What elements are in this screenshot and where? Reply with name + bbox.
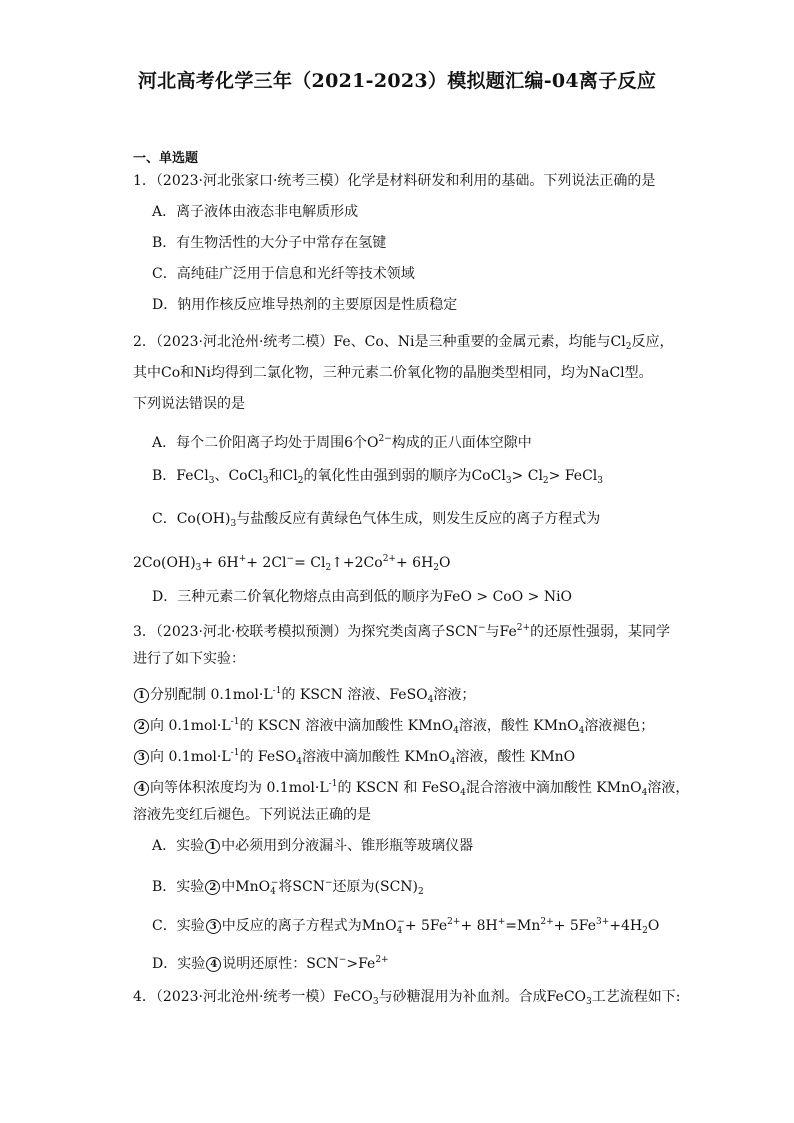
- q3-experiment-2: 2 向 $0.1mol\cdot L^{-1}$的 KSCN 溶液中滴加酸性 KMnO$_4$溶液，酸性 KMnO$_4$溶液褪色；: [133, 712, 654, 741]
- q2-option-a: A．每个二价阳离子均处于周围6个$O^{2-}$构成的正八面体空隙中: [152, 434, 532, 451]
- q2-equation: $2Co(OH)_3+ 6H^++ 2Cl^-=$ $Cl_2↑+2Co^{2+}+ 6H_2O$: [133, 554, 451, 573]
- q3-stem-line1: 3．（2023·河北·校联考模拟预测）为探究类卤离子SCN−与$Fe^{2+}$的还原性强弱，某同学: [133, 623, 671, 640]
- section-heading: 一、单选题: [133, 151, 199, 166]
- q4-stem: 4．（2023·河北沧州·统考一模）FeCO$_3$与砂糖混用为补血剂。合成FeCO$_3$工艺流程如下:: [133, 989, 681, 1007]
- q3-option-d: D．实验 4 说明还原性：$SCN^->Fe^{2+}$: [152, 955, 389, 972]
- q2-option-b: B．FeCl$_3$、CoCl$_3$和$Cl_2$的氧化性由强到弱的顺序为CoCl$_3$> $Cl_2>$ FeCl$_3$: [152, 468, 603, 486]
- q1-stem: 1．（2023·河北张家口·统考三模）化学是材料研发和利用的基础。下列说法正确的是: [133, 173, 656, 189]
- page-title: 河北高考化学三年（2021-2023）模拟题汇编-04离子反应: [137, 70, 657, 92]
- q3-experiment-4: 4 向等体积浓度均为 $0.1mol\cdot L^{-1}$的 KSCN 和 FeSO$_4$混合溶液中滴加酸性 KMnO$_4$溶液，: [133, 774, 689, 803]
- q2-stem-line3: 下列说法错误的是: [133, 396, 245, 412]
- q1-option-d: D．钠用作核反应堆导热剂的主要原因是性质稳定: [152, 297, 458, 313]
- q3-option-b: B．实验 2 中MnO$_4$−将SCN−还原为$(SCN)_2$: [152, 878, 424, 897]
- q2-stem-line2: 其中Co和Ni均得到二氯化物，三种元素二价氧化物的晶胞类型相同，均为NaCl型。: [133, 365, 653, 381]
- q3-stem-line2: 进行了如下实验：: [133, 651, 245, 667]
- q2-option-d: D．三种元素二价氧化物熔点由高到低的顺序为FeO > CoO > NiO: [152, 589, 573, 605]
- q3-option-c: C．实验 3 中反应的离子方程式为$MnO_4^-+ 5Fe^{2+}+ 8H^+=Mn^{2+}+ 5Fe^{3+}+4H_2O$: [152, 917, 660, 936]
- q2-stem-line1: 2．（2023·河北沧州·统考二模）Fe、Co、Ni是三种重要的金属元素，均能与$Cl_2$反应，: [133, 334, 674, 352]
- q1-option-b: B．有生物活性的大分子中常存在氢键: [152, 235, 387, 251]
- q1-option-a: A．离子液体由液态非电解质形成: [152, 204, 359, 220]
- q3-experiment-4-cont: 溶液先变红后褪色。下列说法正确的是: [133, 807, 371, 823]
- q3-experiment-3: 3 向 $0.1mol\cdot L^{-1}$的 FeSO$_4$溶液中滴加酸性 KMnO$_4$溶液，酸性 KMnO: [133, 743, 575, 772]
- q2-option-c: C．$Co(OH)_3$与盐酸反应有黄绿色气体生成，则发生反应的离子方程式为: [152, 511, 601, 529]
- q1-option-c: C．高纯硅广泛用于信息和光纤等技术领域: [152, 266, 415, 282]
- q3-option-a: A．实验 1 中必须用到分液漏斗、锥形瓶等玻璃仪器: [152, 838, 474, 854]
- q3-experiment-1: 1 分别配制 $0.1mol\cdot L^{-1}$的 KSCN 溶液、FeSO$_4$溶液；: [133, 681, 475, 710]
